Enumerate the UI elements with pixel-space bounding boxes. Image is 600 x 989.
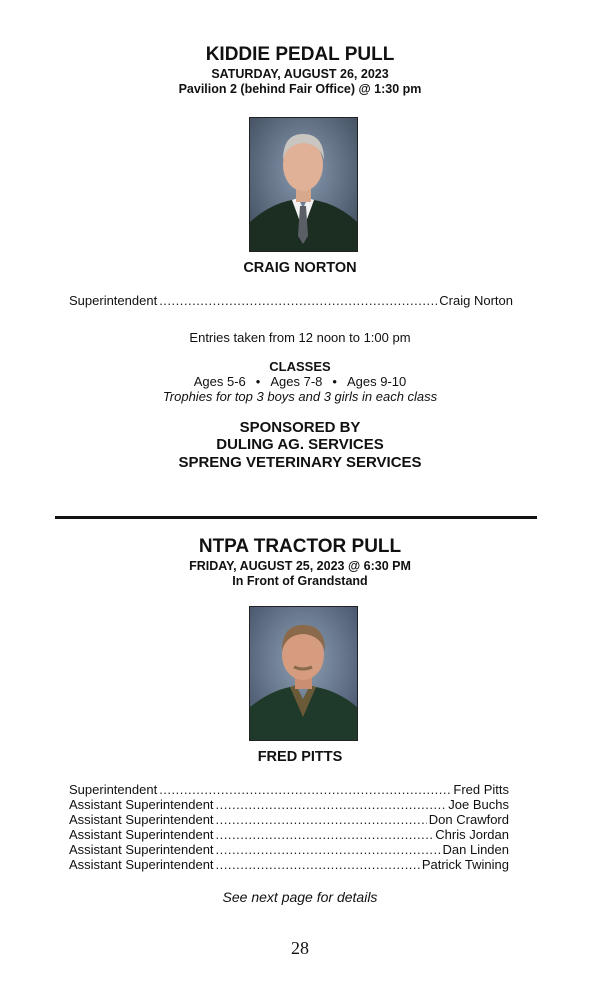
bullet-separator: • [332, 374, 337, 389]
role-name: Fred Pitts [453, 782, 509, 797]
section2-role-row [69, 797, 509, 812]
classes-heading: CLASSES [269, 359, 331, 374]
section2-role-row [69, 782, 509, 797]
dot-leader [216, 857, 420, 872]
section1-location: Pavilion 2 (behind Fair Office) @ 1:30 pm [178, 82, 422, 96]
section2-location: In Front of Grandstand [232, 574, 368, 588]
class-item: Ages 9-10 [346, 374, 407, 389]
role-name: Dan Linden [442, 842, 509, 857]
portrait-image [250, 118, 357, 251]
sponsor-2: SPRENG VETERINARY SERVICES [178, 454, 422, 471]
role-label: Assistant Superintendent [69, 857, 214, 872]
role-label: Assistant Superintendent [69, 812, 214, 827]
role-name: Craig Norton [439, 293, 513, 308]
bullet-separator: • [255, 374, 261, 389]
page-number: 28 [291, 938, 309, 958]
section1-person-name: CRAIG NORTON [243, 260, 357, 276]
dot-leader [216, 827, 434, 842]
sponsored-heading: SPONSORED BY [239, 419, 361, 436]
section1-title: KIDDIE PEDAL PULL [205, 44, 395, 65]
dot-leader [159, 293, 437, 308]
role-label: Superintendent [69, 293, 158, 308]
section1-role-row [69, 293, 513, 308]
role-label: Assistant Superintendent [69, 827, 214, 842]
dot-leader [159, 782, 451, 797]
fred-pitts-photo [249, 606, 358, 741]
classes-list [0, 374, 600, 389]
section2-date: FRIDAY, AUGUST 25, 2023 @ 6:30 PM [189, 559, 411, 573]
class-item: Ages 5-6 [193, 374, 246, 389]
dot-leader [216, 812, 427, 827]
role-name: Patrick Twining [421, 857, 509, 872]
role-name: Joe Buchs [448, 797, 509, 812]
craig-norton-photo [249, 117, 358, 252]
section2-role-row [69, 857, 509, 872]
section1-date: SATURDAY, AUGUST 26, 2023 [211, 67, 389, 81]
role-label: Assistant Superintendent [69, 842, 214, 857]
portrait-image [250, 607, 357, 740]
entries-text: Entries taken from 12 noon to 1:00 pm [189, 330, 411, 345]
role-name: Chris Jordan [435, 827, 509, 842]
role-label: Superintendent [69, 782, 158, 797]
class-item: Ages 7-8 [270, 374, 323, 389]
sponsor-1: DULING AG. SERVICES [216, 436, 384, 453]
section2-role-row [69, 842, 509, 857]
section2-person-name: FRED PITTS [257, 749, 343, 765]
section2-title: NTPA TRACTOR PULL [198, 536, 402, 557]
role-name: Don Crawford [428, 812, 509, 827]
dot-leader [216, 842, 441, 857]
dot-leader [216, 797, 447, 812]
section-divider [55, 516, 537, 519]
trophies-note: Trophies for top 3 boys and 3 girls in each class [162, 389, 438, 404]
role-label: Assistant Superintendent [69, 797, 214, 812]
section2-role-row [69, 812, 509, 827]
footer-note: See next page for details [222, 889, 378, 905]
section2-role-row [69, 827, 509, 842]
